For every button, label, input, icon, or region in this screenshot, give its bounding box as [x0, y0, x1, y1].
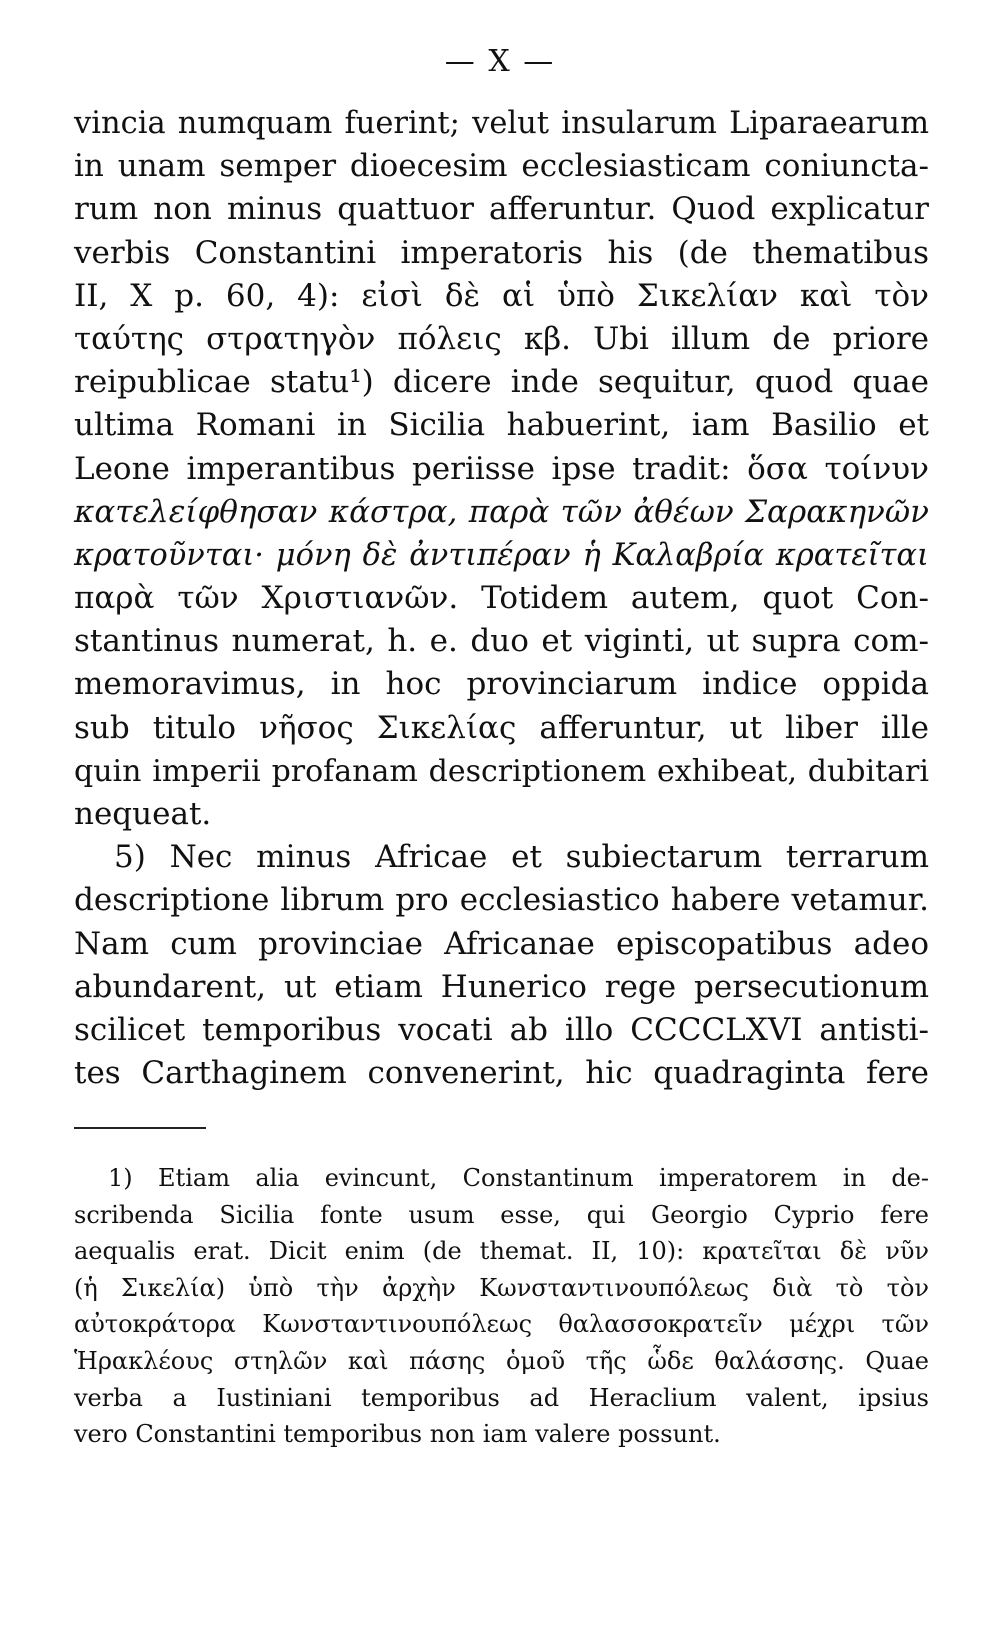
footnote-line: scribenda Sicilia fonte usum esse, qui Georgio Cyprio fere: [74, 1200, 929, 1229]
footnote-line: 1) Etiam alia evincunt, Constantinum imperatorem in de-: [108, 1164, 929, 1192]
footnote-line: αὐτοκράτορα Κωνσταντινουπόλεως θαλασσοκρατεῖν μέχρι τῶν: [74, 1310, 929, 1339]
text-line: Nam cum provinciae Africanae episcopatibus adeo: [74, 925, 929, 962]
footnote-line: vero Constantini temporibus non iam valere possunt.: [74, 1420, 721, 1449]
page-number: — X —: [444, 44, 556, 79]
text-line: in unam semper dioecesim ecclesiasticam coniuncta-: [74, 148, 929, 185]
text-line: stantinus numerat, h. e. duo et viginti, ut supra com-: [74, 623, 929, 660]
section-5-start: 5) Nec minus Africae et subiectarum terrarum: [114, 839, 929, 876]
text-line: ταύτης στρατηγὸν πόλεις κβ. Ubi illum de priore: [74, 320, 929, 357]
footnote-block: [74, 1160, 929, 1453]
paragraph-end-line: nequeat.: [74, 796, 212, 832]
greek-text-line: κατελείφθησαν κάστρα, παρὰ τῶν ἀθέων Σαρακηνῶν: [74, 493, 929, 530]
text-line: verbis Constantini imperatoris his (de thematibus: [74, 234, 929, 271]
text-line: tes Carthaginem convenerint, hic quadraginta fere: [74, 1055, 929, 1092]
footnote-line: Ἡρακλέους στηλῶν καὶ πάσης ὁμοῦ τῆς ὧδε θαλάσσης. Quae: [74, 1346, 929, 1375]
text-line: rum non minus quattuor afferuntur. Quod explicatur: [74, 191, 929, 228]
text-line: Leone imperantibus periisse ipse tradit: ὅσα τοίνυν: [74, 450, 929, 487]
text-line: reipublicae statu¹) dicere inde sequitur, quod quae: [74, 364, 929, 401]
footnote-line: verba a Iustiniani temporibus ad Heraclium valent, ipsius: [74, 1383, 929, 1412]
footnote-divider: [74, 1127, 206, 1129]
text-line: abundarent, ut etiam Hunerico rege persecutionum: [74, 968, 929, 1005]
greek-text-line: κρατοῦνται· μόνη δὲ ἀντιπέραν ἡ Καλαβρία κρατεῖται: [74, 537, 929, 573]
text-line: II, X p. 60, 4): εἰσὶ δὲ αἱ ὑπὸ Σικελίαν καὶ τὸν: [74, 277, 929, 314]
footnote-line: aequalis erat. Dicit enim (de themat. II, 10): κρατεῖται δὲ νῦν: [74, 1237, 929, 1266]
text-line: vincia numquam fuerint; velut insularum Liparaearum: [74, 106, 929, 141]
footnote-line: (ἡ Σικελία) ὑπὸ τὴν ἀρχὴν Κωνσταντινουπόλεως διὰ τὸ τὸν: [74, 1273, 929, 1302]
text-line: ultima Romani in Sicilia habuerint, iam Basilio et: [74, 407, 929, 444]
text-line: quin imperii profanam descriptionem exhibeat, dubitari: [74, 753, 929, 789]
main-text: [74, 102, 929, 1095]
text-line: descriptione librum pro ecclesiastico habere vetamur.: [74, 882, 929, 919]
text-line: sub titulo νῆσος Σικελίας afferuntur, ut liber ille: [74, 709, 929, 746]
text-line: scilicet temporibus vocati ab illo CCCCLXVI antisti-: [74, 1011, 929, 1048]
text-line: παρὰ τῶν Χριστιανῶν. Totidem autem, quot Con-: [74, 580, 929, 617]
text-line: memoravimus, in hoc provinciarum indice oppida: [74, 666, 929, 703]
